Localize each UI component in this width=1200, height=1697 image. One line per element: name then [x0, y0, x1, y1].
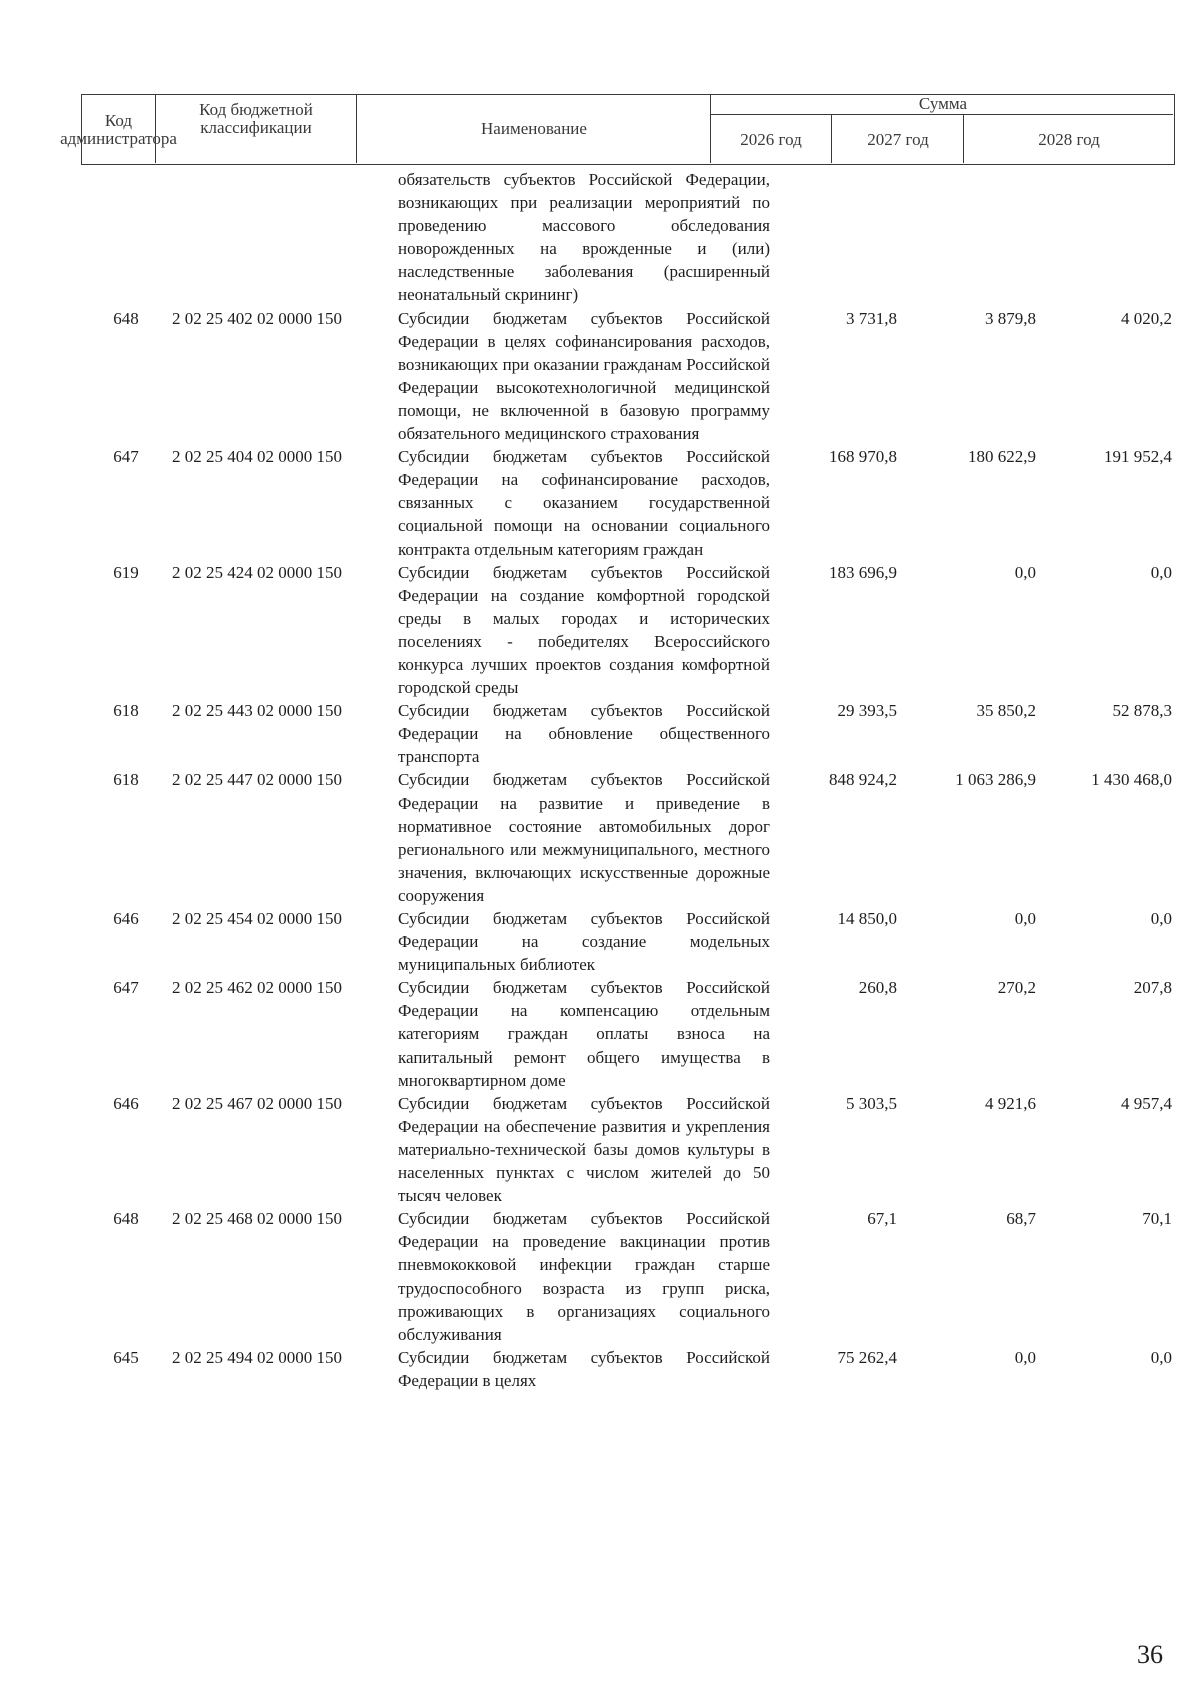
sum-2028: 70,1 — [1142, 1209, 1172, 1229]
sum-2026: 14 850,0 — [837, 909, 897, 928]
budget-code: 2 02 25 468 02 0000 150 — [172, 1209, 342, 1229]
item-name: обязательств субъектов Российской Федерации, возникающих при реализации мероприятий по проведению массового обследования новорожденных на врожденные и (или) наследственные заболевания (расширенный неонатальный скрининг) — [398, 170, 770, 305]
sum-2028: 0,0 — [1150, 562, 1172, 582]
sum-2026: 183 696,9 — [829, 562, 897, 582]
table-row — [0, 907, 1200, 976]
header-sum: Сумма — [918, 94, 968, 113]
sum-2026: 848 924,2 — [829, 770, 897, 790]
header-divider — [831, 115, 832, 163]
item-name: Субсидии бюджетам субъектов Российской Федерации на создание модельных муниципальных библиотек — [398, 909, 770, 975]
sum-2028: 207,8 — [1133, 978, 1172, 998]
budget-code: 2 02 25 462 02 0000 150 — [172, 978, 342, 998]
sum-2027: 0,0 — [1014, 909, 1036, 928]
budget-code: 2 02 25 467 02 0000 150 — [172, 1093, 342, 1113]
budget-code: 2 02 25 494 02 0000 150 — [172, 1347, 342, 1367]
sum-2026: 168 970,8 — [829, 447, 897, 467]
header-divider — [710, 95, 711, 163]
header-year-2027: 2027 год — [867, 129, 929, 149]
admin-code: 648 — [113, 308, 139, 328]
table-row — [0, 976, 1200, 1091]
budget-code: 2 02 25 447 02 0000 150 — [172, 770, 342, 790]
admin-code: 648 — [113, 1209, 139, 1229]
item-name: Субсидии бюджетам субъектов Российской Федерации на обеспечение развития и укрепления материально-технической базы домов культуры в населенных пунктах с числом жителей до 50 тысяч человек — [398, 1093, 770, 1206]
table-row — [0, 307, 1200, 446]
header-divider — [356, 95, 357, 163]
header-year-2026: 2026 год — [740, 129, 802, 149]
admin-code: 645 — [113, 1347, 139, 1367]
budget-code: 2 02 25 402 02 0000 150 — [172, 308, 342, 328]
header-admin-code: Код администратора — [60, 111, 177, 148]
table-row — [0, 561, 1200, 700]
admin-code: 646 — [113, 1093, 139, 1113]
table-row — [0, 699, 1200, 768]
admin-code: 618 — [113, 701, 139, 721]
item-name: Субсидии бюджетам субъектов Российской Федерации в целях — [398, 1347, 770, 1390]
item-name: Субсидии бюджетам субъектов Российской Федерации на развитие и приведение в нормативное состояние автомобильных дорог регионального или межмуниципального, местного значения, включающих искусственные дорожные сооружения — [398, 770, 770, 905]
sum-2027: 0,0 — [1014, 562, 1036, 582]
sum-2028: 1 430 468,0 — [1091, 770, 1172, 790]
header-name: Наименование — [481, 119, 587, 138]
sum-2026: 260,8 — [858, 978, 897, 998]
admin-code: 646 — [113, 909, 139, 928]
item-name: Субсидии бюджетам субъектов Российской Федерации в целях софинансирования расходов, возникающих при оказании гражданам Российской Федерации высокотехнологичной медицинской помощи, не включенной в базовую программу обязательного медицинского страхования — [398, 308, 770, 444]
sum-2027: 35 850,2 — [976, 701, 1036, 721]
admin-code: 647 — [113, 978, 139, 998]
table-row — [0, 1092, 1200, 1207]
sum-2028: 191 952,4 — [1104, 447, 1172, 467]
sum-2028: 4 957,4 — [1121, 1093, 1172, 1113]
sum-2027: 270,2 — [997, 978, 1036, 998]
sum-2026: 3 731,8 — [846, 308, 897, 328]
header-divider — [963, 115, 964, 163]
sum-2027: 180 622,9 — [968, 447, 1036, 467]
sum-2027: 3 879,8 — [985, 308, 1036, 328]
budget-code: 2 02 25 443 02 0000 150 — [172, 701, 342, 721]
table-row — [0, 1207, 1200, 1346]
header-divider — [710, 114, 1173, 115]
sum-2028: 0,0 — [1150, 1347, 1172, 1367]
item-name: Субсидии бюджетам субъектов Российской Федерации на проведение вакцинации против пневмококковой инфекции граждан старше трудоспособного возраста из групп риска, проживающих в организациях социального обслуживания — [398, 1209, 770, 1344]
sum-2028: 52 878,3 — [1112, 701, 1172, 721]
sum-2026: 5 303,5 — [846, 1093, 897, 1113]
header-budget-code: Код бюджетной классификации — [199, 100, 313, 137]
sum-2028: 4 020,2 — [1121, 308, 1172, 328]
table-row — [0, 445, 1200, 560]
sum-2027: 1 063 286,9 — [955, 770, 1036, 790]
admin-code: 619 — [113, 562, 139, 582]
header-year-2028: 2028 год — [1038, 129, 1100, 149]
sum-2027: 0,0 — [1014, 1347, 1036, 1367]
budget-code: 2 02 25 404 02 0000 150 — [172, 447, 342, 467]
sum-2027: 68,7 — [1006, 1209, 1036, 1229]
budget-code: 2 02 25 454 02 0000 150 — [172, 909, 342, 928]
item-name: Субсидии бюджетам субъектов Российской Федерации на компенсацию отдельным категориям граждан оплаты взноса на капитальный ремонт общего имущества в многоквартирном доме — [398, 978, 770, 1090]
budget-code: 2 02 25 424 02 0000 150 — [172, 562, 342, 582]
sum-2026: 67,1 — [867, 1209, 897, 1229]
sum-2026: 75 262,4 — [837, 1347, 897, 1367]
sum-2026: 29 393,5 — [837, 701, 897, 721]
item-name: Субсидии бюджетам субъектов Российской Федерации на создание комфортной городской среды в малых городах и исторических поселениях - победителях Всероссийского конкурса лучших проектов создания комфортной городской среды — [398, 562, 770, 698]
table-row — [0, 1346, 1200, 1392]
sum-2028: 0,0 — [1150, 909, 1172, 928]
item-name: Субсидии бюджетам субъектов Российской Федерации на обновление общественного транспорта — [398, 701, 770, 767]
admin-code: 647 — [113, 447, 139, 467]
table-row — [0, 168, 1200, 307]
table-row — [0, 768, 1200, 907]
item-name: Субсидии бюджетам субъектов Российской Федерации на софинансирование расходов, связанных с оказанием государственной социальной помощи на основании социального контракта отдельным категориям граждан — [398, 447, 770, 559]
header-divider — [155, 95, 156, 163]
sum-2027: 4 921,6 — [985, 1093, 1036, 1113]
table-body — [0, 168, 1200, 1392]
admin-code: 618 — [113, 770, 139, 790]
page-number: 36 — [1137, 1640, 1163, 1669]
table-header — [60, 94, 1175, 165]
